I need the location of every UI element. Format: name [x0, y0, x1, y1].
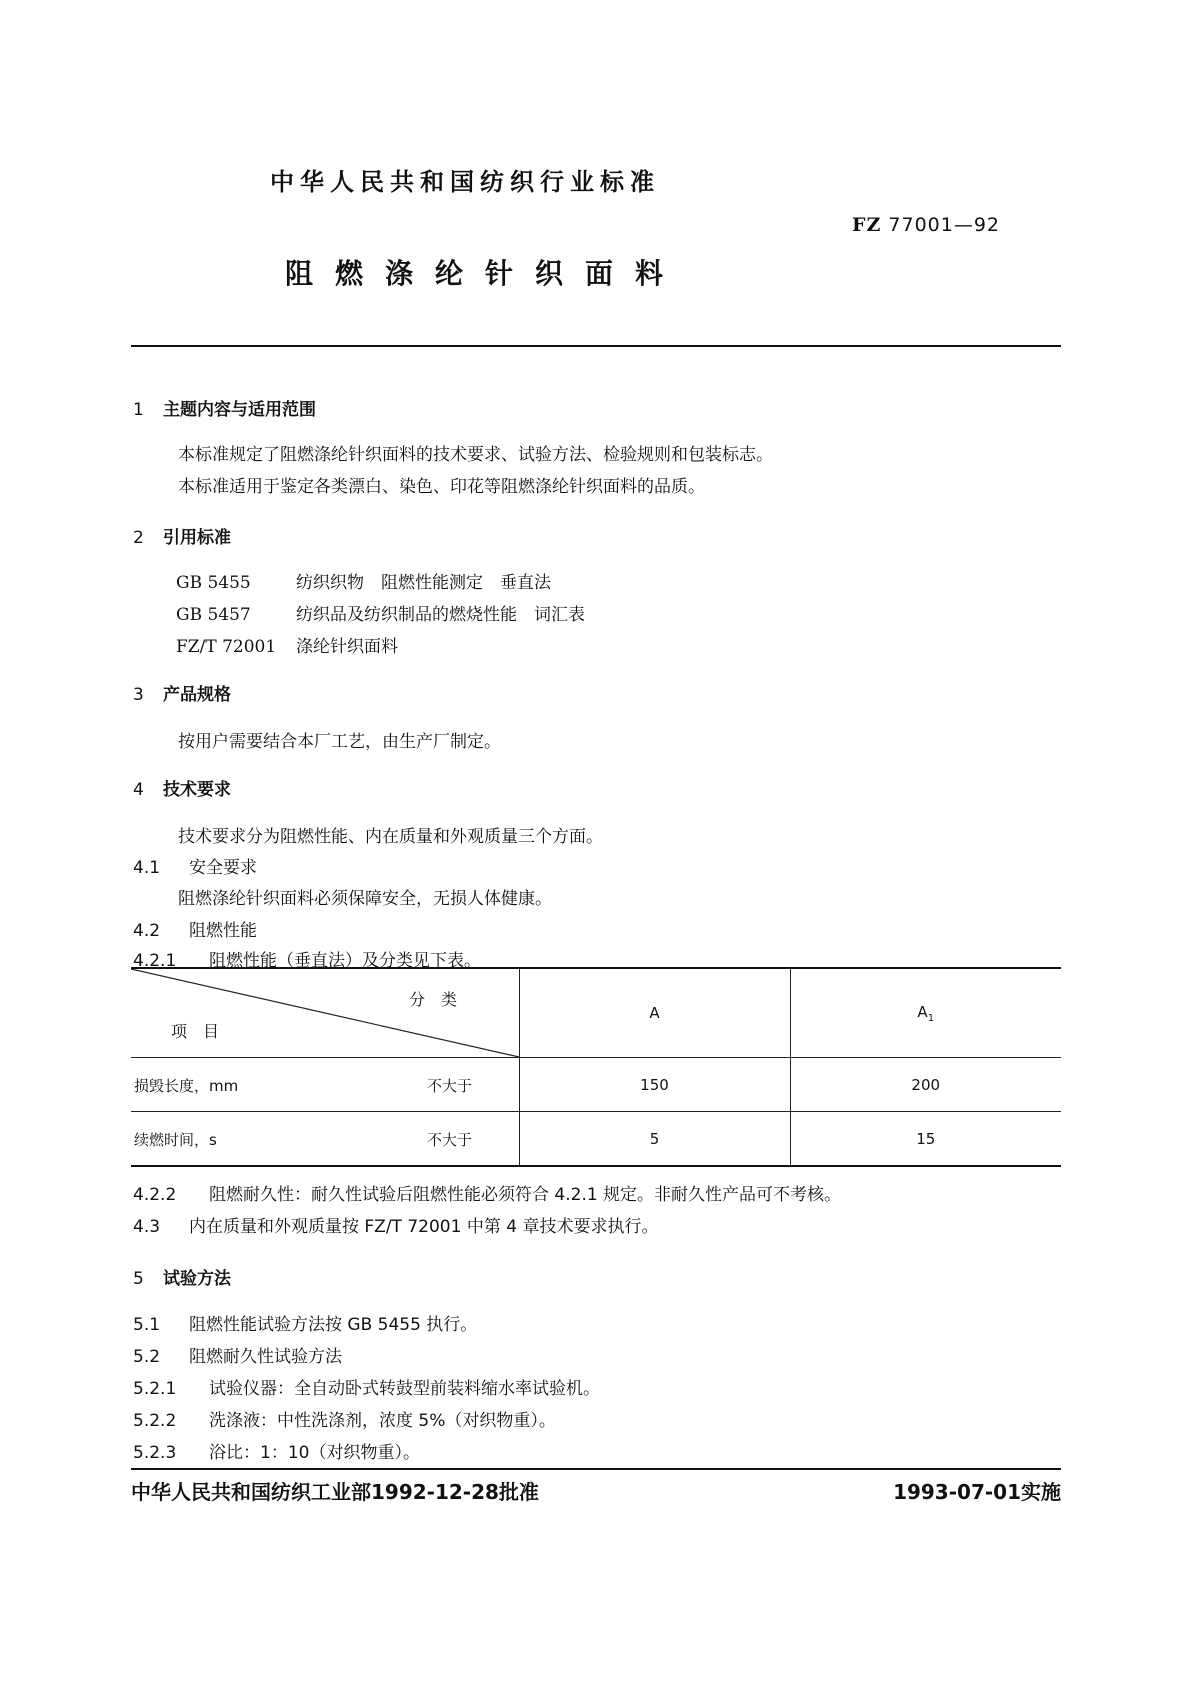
standard-category-title: 中华人民共和国纺织行业标准 — [270, 168, 660, 196]
column-header-a1 — [790, 968, 1061, 1058]
clause-number: 4.2.2 — [133, 1185, 177, 1205]
clause-title: 阻燃性能 — [189, 921, 257, 941]
clause-4-2 — [133, 916, 257, 941]
clause-number: 4.2.1 — [133, 951, 177, 971]
footer-divider — [131, 1468, 1061, 1470]
clause-4-2-2 — [133, 1180, 841, 1205]
table-cell-a1: 15 — [790, 1112, 1061, 1167]
clause-text: 洗涤液：中性洗涤剂，浓度 5%（对织物重）。 — [209, 1411, 556, 1431]
reference-item — [176, 568, 551, 593]
section-3-heading — [133, 680, 231, 705]
corner-header-item: 项 目 — [171, 1022, 220, 1041]
standard-code — [852, 214, 1000, 236]
table-cell-a: 150 — [519, 1058, 790, 1112]
clause-5-2-3 — [133, 1438, 420, 1463]
table-row-item-cell — [131, 1112, 519, 1167]
table-row — [131, 1058, 1061, 1112]
row-limit-label: 不大于 — [427, 1077, 473, 1095]
clause-number: 5.2 — [133, 1347, 161, 1367]
column-header-text: A — [917, 1002, 928, 1021]
section-title: 试验方法 — [163, 1269, 231, 1289]
column-header-a — [519, 968, 790, 1058]
clause-5-2-2 — [133, 1406, 556, 1431]
reference-title: 纺织品及纺织制品的燃烧性能 词汇表 — [296, 605, 585, 625]
reference-code: GB 5455 — [176, 573, 251, 593]
header-divider — [131, 345, 1061, 347]
clause-text: 阻燃耐久性试验方法 — [189, 1347, 342, 1367]
section-number: 5 — [133, 1269, 144, 1289]
clause-text: 浴比：1：10（对织物重）。 — [209, 1443, 420, 1463]
section-2-heading — [133, 523, 231, 548]
clause-title: 安全要求 — [189, 858, 257, 878]
section-1-paragraph-1: 本标准规定了阻燃涤纶针织面料的技术要求、试验方法、检验规则和包装标志。 — [178, 445, 773, 465]
reference-title: 涤纶针织面料 — [296, 637, 398, 657]
section-5-heading — [133, 1264, 231, 1289]
clause-number: 5.2.1 — [133, 1379, 177, 1399]
clause-4-1 — [133, 853, 257, 878]
section-4-intro: 技术要求分为阻燃性能、内在质量和外观质量三个方面。 — [178, 827, 603, 847]
table-row-item-cell — [131, 1058, 519, 1112]
column-header-subscript: 1 — [927, 1012, 935, 1024]
reference-item — [176, 600, 585, 625]
section-title: 技术要求 — [163, 780, 231, 800]
corner-header-category: 分 类 — [409, 990, 458, 1009]
section-title: 引用标准 — [163, 528, 231, 548]
section-4-heading — [133, 775, 231, 800]
effective-date: 1993-07-01实施 — [893, 1480, 1061, 1504]
clause-text: 内在质量和外观质量按 FZ/T 72001 中第 4 章技术要求执行。 — [189, 1217, 659, 1237]
section-number: 1 — [133, 400, 144, 420]
section-3-paragraph: 按用户需要结合本厂工艺，由生产厂制定。 — [178, 732, 501, 752]
clause-text: 阻燃性能试验方法按 GB 5455 执行。 — [189, 1315, 478, 1335]
clause-number: 5.2.3 — [133, 1443, 177, 1463]
section-title: 主题内容与适用范围 — [163, 400, 316, 420]
section-title: 产品规格 — [163, 685, 231, 705]
reference-item — [176, 632, 398, 657]
table-cell-a: 5 — [519, 1112, 790, 1167]
section-number: 2 — [133, 528, 144, 548]
clause-5-2-1 — [133, 1374, 600, 1399]
standard-code-prefix: FZ — [852, 214, 882, 236]
standard-code-number: 77001—92 — [888, 214, 1001, 236]
document-title: 阻燃涤纶针织面料 — [285, 257, 686, 290]
clause-number: 4.1 — [133, 858, 161, 878]
row-limit-label: 不大于 — [427, 1131, 473, 1149]
row-item-label: 损毁长度，mm — [134, 1077, 239, 1095]
clause-5-2 — [133, 1342, 342, 1367]
clause-text: 试验仪器：全自动卧式转鼓型前装料缩水率试验机。 — [209, 1379, 600, 1399]
reference-code: FZ/T 72001 — [176, 637, 277, 657]
clause-text: 阻燃性能（垂直法）及分类见下表。 — [209, 951, 481, 971]
approval-line: 中华人民共和国纺织工业部1992-12-28批准 — [131, 1480, 539, 1504]
table-cell-a1: 200 — [790, 1058, 1061, 1112]
clause-4-1-text: 阻燃涤纶针织面料必须保障安全，无损人体健康。 — [178, 889, 552, 909]
clause-number: 5.2.2 — [133, 1411, 177, 1431]
flame-retardancy-table — [131, 967, 1061, 1167]
section-number: 4 — [133, 780, 144, 800]
row-item-label: 续燃时间，s — [134, 1131, 217, 1149]
column-header-text: A — [649, 1004, 660, 1022]
clause-5-1 — [133, 1310, 477, 1335]
clause-number: 4.2 — [133, 921, 161, 941]
diagonal-divider — [131, 969, 519, 1057]
table-corner-cell — [131, 968, 519, 1058]
clause-number: 5.1 — [133, 1315, 161, 1335]
table-row — [131, 1112, 1061, 1167]
clause-4-3 — [133, 1212, 658, 1237]
reference-code: GB 5457 — [176, 605, 251, 625]
reference-title: 纺织织物 阻燃性能测定 垂直法 — [296, 573, 551, 593]
section-number: 3 — [133, 685, 144, 705]
clause-text: 阻燃耐久性：耐久性试验后阻燃性能必须符合 4.2.1 规定。非耐久性产品可不考核。 — [209, 1185, 842, 1205]
clause-number: 4.3 — [133, 1217, 161, 1237]
table-header-row — [131, 968, 1061, 1058]
section-1-heading — [133, 395, 316, 420]
section-1-paragraph-2: 本标准适用于鉴定各类漂白、染色、印花等阻燃涤纶针织面料的品质。 — [178, 477, 705, 497]
